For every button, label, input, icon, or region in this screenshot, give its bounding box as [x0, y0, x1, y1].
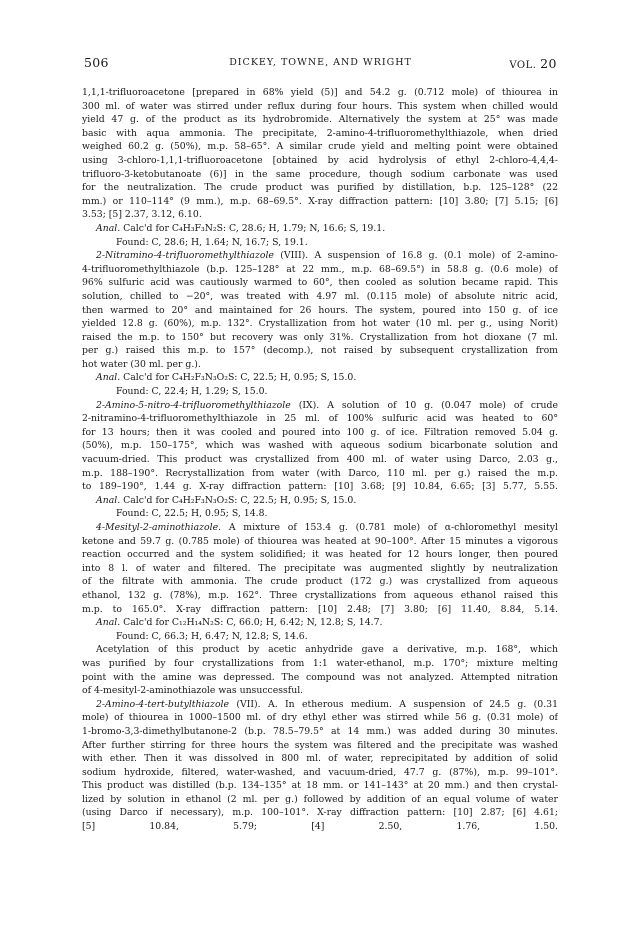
text-line: into 8 l. of water and filtered. The precipitate was augmented slightly by neutralization [82, 562, 558, 574]
text-line: 2-nitramino-4-trifluoromethylthiazole in 25 ml. of 100% sulfuric acid was heated to 60° [82, 413, 558, 425]
text-line: weighed 60.2 g. (50%), m.p. 58–65°. A similar crude yield and melting point were obtained [82, 141, 558, 153]
text-line: basic with aqua ammonia. The precipitate, 2-amino-4-trifluoromethylthiazole, when dried [82, 127, 558, 139]
text-line: Found: C, 22.4; H, 1.29; S, 15.0. [116, 386, 268, 398]
text-line: 4-trifluoromethylthiazole (b.p. 125–128° at 22 mm., m.p. 68–69.5°) in 58.8 g. (0.6 mole) of [82, 263, 558, 275]
page-header [84, 55, 557, 69]
text-line: [5] 10.84, 5.79; [4] 2.50, 1.76, 1.50. [82, 821, 558, 833]
text-line: m.p. 188–190°. Recrystallization from water (with Darco, 110 ml. per g.) raised the m.p. [82, 467, 558, 479]
text-line: Anal. Calc'd for C₄H₃F₃N₂S: C, 28.6; H, 1.79; N, 16.6; S, 19.1. [96, 222, 386, 234]
text-line: Anal. Calc'd for C₁₂H₁₄N₂S: C, 66.0; H, 6.42; N, 12.8; S, 14.7. [96, 617, 383, 629]
text-line: 1-bromo-3,3-dimethylbutanone-2 (b.p. 78.5–79.5° at 14 mm.) was added during 30 minutes. [82, 725, 558, 737]
text-line: Found: C, 66.3; H, 6.47; N, 12.8; S, 14.6. [116, 630, 308, 642]
text-line: sodium hydroxide, filtered, water-washed, and vacuum-dried, 47.7 g. (87%), m.p. 99–101°. [82, 766, 558, 778]
volume-label [509, 55, 557, 71]
text-line: of the filtrate with ammonia. The crude product (172 g.) was crystallized from aqueous [82, 576, 558, 588]
text-line: trifluoro-3-ketobutanoate (6)] in the same procedure, though sodium carbonate was used [82, 168, 558, 180]
text-line: m.p. to 165.0°. X-ray diffraction pattern: [10] 2.48; [7] 3.80; [6] 11.40, 8.84, 5.14. [82, 603, 558, 615]
text-line: mm.) or 110–114° (9 mm.), m.p. 68–69.5°. X-ray diffraction pattern: [10] 3.80; [7] 5.15; [6] [82, 195, 558, 207]
text-line: After further stirring for three hours the system was filtered and the precipitate was washed [82, 739, 558, 751]
text-line: Anal. Calc'd for C₄H₂F₃N₃O₂S: C, 22.5; H, 0.95; S, 15.0. [96, 372, 357, 384]
text-line: 2-Amino-4-tert-butylthiazole (VII). A. In etherous medium. A suspension of 24.5 g. (0.31 [96, 698, 558, 710]
text-line: with ether. Then it was dissolved in 800 ml. of water, reprecipitated by addition of solid [82, 753, 558, 765]
text-line: to 189–190°, 1.44 g. X-ray diffraction pattern: [10] 3.68; [9] 10.84, 6.65; [3] 5.77, 5.55. [82, 481, 558, 493]
text-line: using 3-chloro-1,1,1-trifluoroacetone [obtained by acid hydrolysis of ethyl 2-chloro-4,4,4- [82, 154, 558, 166]
text-line: vacuum-dried. This product was crystallized from 400 ml. of water using Darco, 2.03 g., [82, 454, 558, 466]
text-line: raised the m.p. to 150° but recovery was only 31%. Crystallization from hot dioxane (7 ml. [82, 331, 558, 343]
text-line: Acetylation of this product by acetic anhydride gave a derivative, m.p. 168°, which [96, 644, 558, 656]
body-text [82, 86, 558, 834]
text-line: Anal. Calc'd for C₄H₂F₃N₃O₂S: C, 22.5; H, 0.95; S, 15.0. [96, 494, 357, 506]
text-line: solution, chilled to −20°, was treated with 4.97 ml. (0.115 mole) of absolute nitric acid, [82, 290, 558, 302]
text-line: then warmed to 20° and maintained for 26 hours. The system, poured into 150 g. of ice [82, 304, 558, 316]
text-line: for the neutralization. The crude product was purified by distillation, b.p. 125–128° (22 [82, 182, 558, 194]
text-line: 300 ml. of water was stirred under reflux during four hours. This system when chilled would [82, 100, 558, 112]
text-line: (50%), m.p. 150–175°, which was washed with aqueous sodium bicarbonate solution and [82, 440, 558, 452]
text-line: 4-Mesityl-2-aminothiazole. A mixture of 153.4 g. (0.781 mole) of α-chloromethyl mesityl [96, 522, 558, 533]
page-number: 506 [84, 55, 109, 70]
text-line: point with the amine was depressed. The compound was not analyzed. Attempted nitration [82, 671, 558, 683]
text-line: yielded 12.8 g. (60%), m.p. 132°. Crystallization from hot water (10 ml. per g., using Norit) [82, 318, 558, 330]
text-line: per g.) raised this m.p. to 157° (decomp.), not raised by subsequent crystallization from [82, 345, 558, 357]
text-line: of 4-mesityl-2-aminothiazole was unsuccessful. [82, 685, 304, 697]
text-line: Found: C, 28.6; H, 1.64; N, 16.7; S, 19.1. [116, 236, 308, 248]
text-line: ketone and 59.7 g. (0.785 mole) of thiourea was heated at 90–100°. After 15 minutes a vigorous [82, 535, 558, 547]
volume-prefix: VOL. [509, 60, 537, 71]
text-line: reaction occurred and the system solidified; it was heated for 12 hours longer, then poured [82, 549, 558, 561]
text-line: This product was distilled (b.p. 134–135° at 18 mm. or 141–143° at 20 mm.) and then crystal- [82, 780, 558, 792]
text-line: 96% sulfuric acid was cautiously warmed to 60°, then cooled as solution became rapid. This [82, 277, 558, 289]
text-line: 2-Amino-5-nitro-4-trifluoromethylthiazole (IX). A solution of 10 g. (0.047 mole) of crude [96, 399, 558, 411]
text-line: Found: C, 22.5; H, 0.95; S, 14.8. [116, 508, 268, 520]
text-line: yield 47 g. of the product as its hydrobromide. Alternatively the system at 25° was made [82, 114, 558, 126]
text-line: 3.53; [5] 2.37, 3.12, 6.10. [82, 209, 202, 221]
text-line: 1,1,1-trifluoroacetone [prepared in 68% yield (5)] and 54.2 g. (0.712 mole) of thiourea in [82, 87, 558, 98]
text-line: for 13 hours; then it was cooled and poured into 100 g. of ice. Filtration removed 5.04 g. [82, 426, 558, 438]
running-title: DICKEY, TOWNE, AND WRIGHT [229, 57, 412, 68]
text-line: (using Darco if necessary), m.p. 100–101°. X-ray diffraction pattern: [10] 2.87; [6] 4.61; [82, 807, 558, 819]
volume-number: 20 [540, 56, 557, 71]
text-line: 2-Nitramino-4-trifluoromethylthiazole (VIII). A suspension of 16.8 g. (0.1 mole) of 2-amino- [96, 250, 558, 262]
text-line: was purified by four crystallizations from 1:1 water-ethanol, m.p. 170°; mixture melting [82, 657, 558, 669]
text-line: lized by solution in ethanol (2 ml. per g.) followed by addition of an equal volume of water [82, 793, 558, 805]
text-line: hot water (30 ml. per g.). [82, 358, 201, 370]
text-line: mole) of thiourea in 1000–1500 ml. of dry ethyl ether was stirred while 56 g. (0.31 mole) of [82, 712, 558, 724]
text-line: ethanol, 132 g. (78%), m.p. 162°. Three crystallizations from aqueous ethanol raised this [82, 589, 558, 601]
